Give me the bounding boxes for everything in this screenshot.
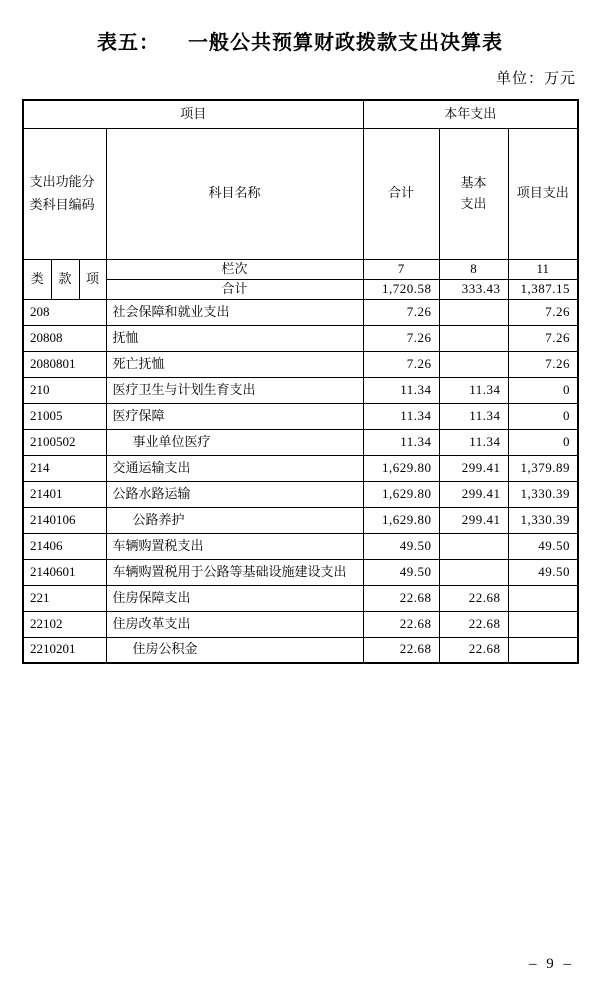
row-project: 0: [508, 429, 578, 455]
row-name: 医疗卫生与计划生育支出: [106, 377, 363, 403]
row-total: 49.50: [363, 559, 439, 585]
row-code: 221: [23, 585, 106, 611]
row-name: 住房改革支出: [106, 611, 363, 637]
header-total-label: 合计: [363, 128, 439, 259]
row-project: 0: [508, 377, 578, 403]
grand-total-total: 1,720.58: [363, 279, 439, 299]
row-total: 1,629.80: [363, 507, 439, 533]
row-total: 49.50: [363, 533, 439, 559]
row-project: 0: [508, 403, 578, 429]
row-basic: 299.41: [439, 481, 508, 507]
table-row: [23, 325, 578, 351]
row-project: 1,330.39: [508, 507, 578, 533]
header-class-label: 类: [23, 259, 51, 299]
row-basic: 299.41: [439, 455, 508, 481]
table-row: [23, 637, 578, 663]
row-code: 2140106: [23, 507, 106, 533]
row-total: 22.68: [363, 585, 439, 611]
table-header-group: [23, 100, 578, 299]
column-index-total: 7: [363, 259, 439, 279]
row-basic: 299.41: [439, 507, 508, 533]
row-basic: 22.68: [439, 637, 508, 663]
row-name: 公路养护: [106, 507, 363, 533]
row-project: 7.26: [508, 351, 578, 377]
row-basic: 22.68: [439, 585, 508, 611]
row-total: 11.34: [363, 377, 439, 403]
table-body: [23, 299, 578, 663]
table-row: [23, 507, 578, 533]
table-row: [23, 403, 578, 429]
row-total: 11.34: [363, 403, 439, 429]
grand-total-label: 合计: [106, 279, 363, 299]
row-project: 49.50: [508, 533, 578, 559]
header-item-label: 项: [79, 259, 106, 299]
page-title-main: 一般公共预算财政拨款支出决算表: [188, 32, 503, 54]
page-title: [0, 26, 600, 55]
unit-label: 单位：万元: [495, 71, 576, 87]
row-total: 22.68: [363, 637, 439, 663]
row-project: 7.26: [508, 325, 578, 351]
row-name: 车辆购置税用于公路等基础设施建设支出: [106, 559, 363, 585]
table-row: [23, 455, 578, 481]
row-code: 214: [23, 455, 106, 481]
table-row: [23, 429, 578, 455]
column-index-project: 11: [508, 259, 578, 279]
table-row: [23, 299, 578, 325]
table-row: [23, 481, 578, 507]
header-group-year: 本年支出: [363, 100, 578, 128]
column-index-row: [23, 259, 578, 279]
row-name: 社会保障和就业支出: [106, 299, 363, 325]
header-project-label: 项目支出: [508, 128, 578, 259]
row-basic: [439, 351, 508, 377]
row-project: 7.26: [508, 299, 578, 325]
table-row: [23, 559, 578, 585]
row-code: 2100502: [23, 429, 106, 455]
row-name: 死亡抚恤: [106, 351, 363, 377]
column-index-basic: 8: [439, 259, 508, 279]
row-name: 车辆购置税支出: [106, 533, 363, 559]
row-project: [508, 637, 578, 663]
row-total: 7.26: [363, 325, 439, 351]
row-basic: [439, 299, 508, 325]
row-code: 21005: [23, 403, 106, 429]
header-labels-row: [23, 128, 578, 259]
page-title-prefix: 表五：: [97, 32, 160, 54]
row-total: 1,629.80: [363, 455, 439, 481]
row-name: 医疗保障: [106, 403, 363, 429]
row-code: 20808: [23, 325, 106, 351]
table-row: [23, 585, 578, 611]
row-basic: 11.34: [439, 429, 508, 455]
row-code: 208: [23, 299, 106, 325]
row-project: 49.50: [508, 559, 578, 585]
row-code: 2140601: [23, 559, 106, 585]
row-project: 1,330.39: [508, 481, 578, 507]
row-code: 22102: [23, 611, 106, 637]
grand-total-project: 1,387.15: [508, 279, 578, 299]
row-name: 住房保障支出: [106, 585, 363, 611]
row-code: 21406: [23, 533, 106, 559]
header-section-label: 款: [51, 259, 79, 299]
grand-total-basic: 333.43: [439, 279, 508, 299]
row-code: 210: [23, 377, 106, 403]
row-name: 住房公积金: [106, 637, 363, 663]
row-total: 1,629.80: [363, 481, 439, 507]
grand-total-row: [23, 279, 578, 299]
row-total: 7.26: [363, 351, 439, 377]
budget-table: [22, 99, 579, 664]
row-project: [508, 611, 578, 637]
row-name: 抚恤: [106, 325, 363, 351]
row-project: [508, 585, 578, 611]
row-code: 21401: [23, 481, 106, 507]
header-code-label: 支出功能分类科目编码: [23, 128, 106, 259]
row-basic: [439, 559, 508, 585]
column-index-label: 栏次: [106, 259, 363, 279]
row-basic: [439, 325, 508, 351]
row-project: 1,379.89: [508, 455, 578, 481]
page-number: – 9 –: [529, 956, 574, 972]
row-total: 11.34: [363, 429, 439, 455]
row-total: 7.26: [363, 299, 439, 325]
row-code: 2210201: [23, 637, 106, 663]
row-basic: 22.68: [439, 611, 508, 637]
header-name-label: 科目名称: [106, 128, 363, 259]
row-basic: 11.34: [439, 377, 508, 403]
header-group-item: 项目: [23, 100, 363, 128]
row-basic: [439, 533, 508, 559]
row-code: 2080801: [23, 351, 106, 377]
row-basic: 11.34: [439, 403, 508, 429]
row-total: 22.68: [363, 611, 439, 637]
header-basic-label: 基本支出: [439, 128, 508, 259]
table-row: [23, 351, 578, 377]
table-row: [23, 611, 578, 637]
table-row: [23, 533, 578, 559]
row-name: 事业单位医疗: [106, 429, 363, 455]
row-name: 交通运输支出: [106, 455, 363, 481]
row-name: 公路水路运输: [106, 481, 363, 507]
header-group-row: [23, 100, 578, 128]
table-row: [23, 377, 578, 403]
